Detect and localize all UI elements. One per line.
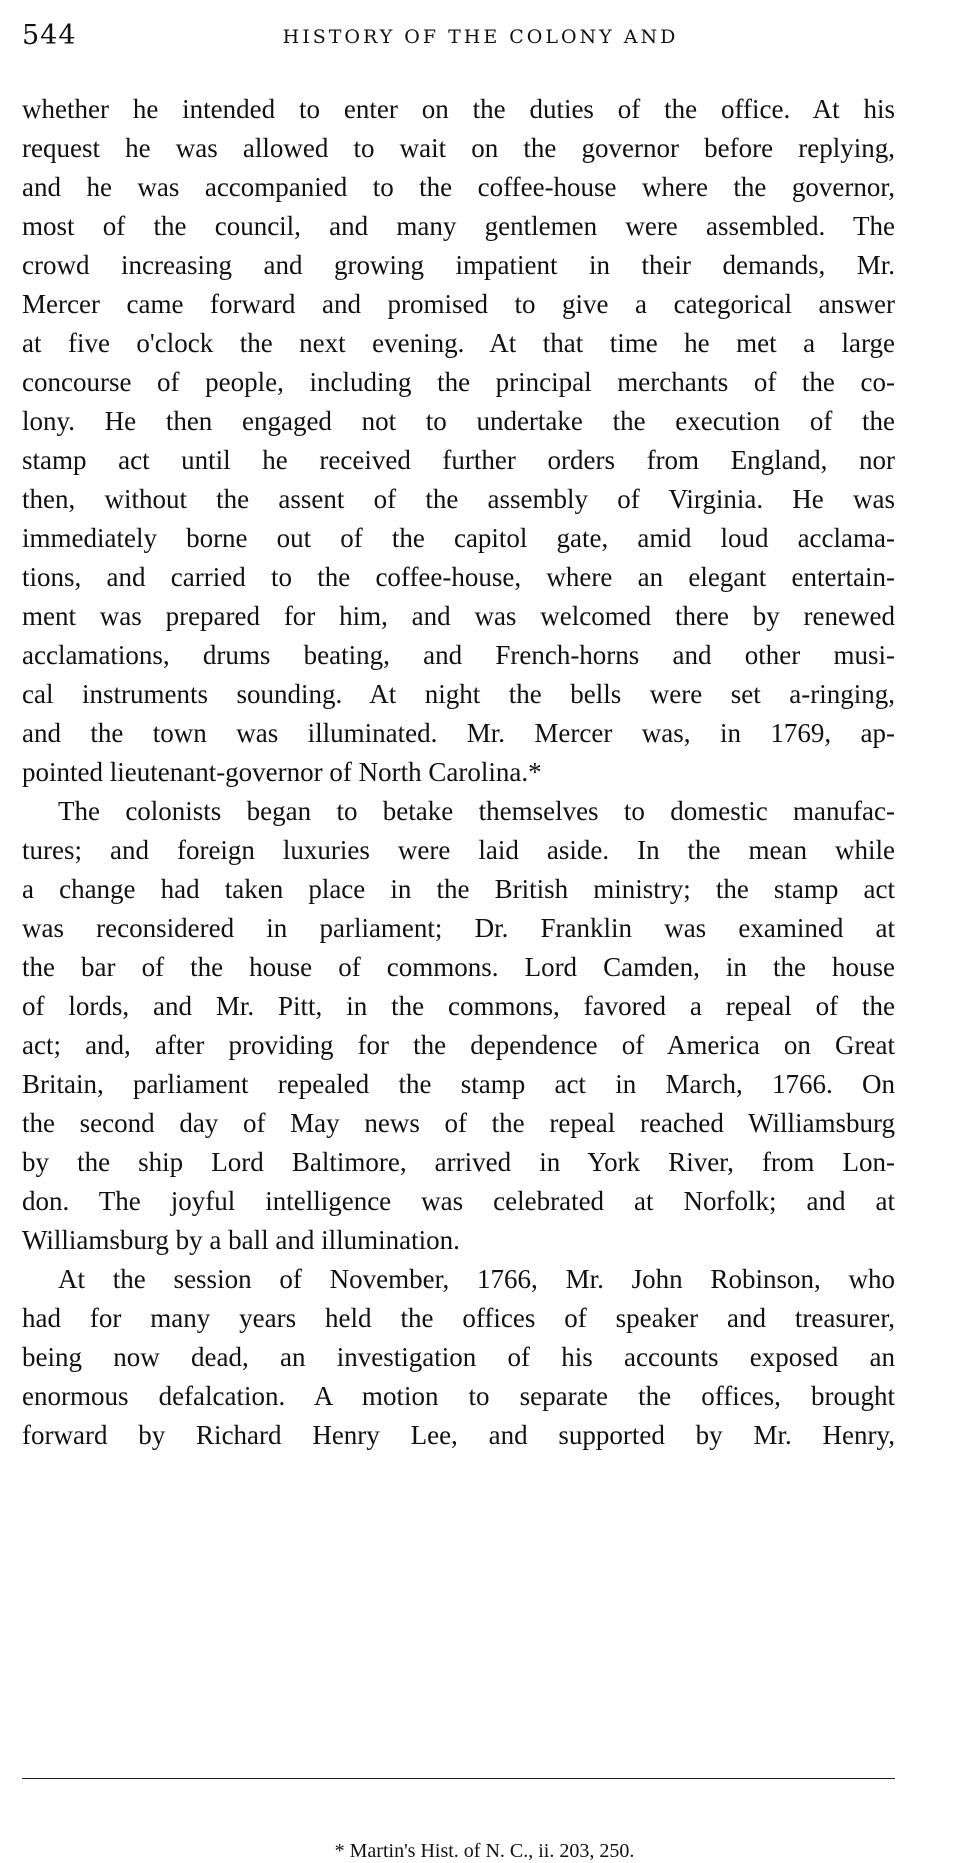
text-line: ment was prepared for him, and was welcomed there by renewed [22, 601, 895, 631]
text-line: was reconsidered in parliament; Dr. Franklin was examined at [22, 913, 895, 943]
text-line: then, without the assent of the assembly of Virginia. He was [22, 484, 895, 514]
text-line: pointed lieutenant-governor of North Carolina.* [22, 757, 542, 787]
text-line: cal instruments sounding. At night the bells were set a-ringing, [22, 679, 895, 709]
running-head: HISTORY OF THE COLONY AND [282, 26, 679, 48]
paragraph-1 [22, 90, 895, 792]
text-line: the bar of the house of commons. Lord Camden, in the house [22, 952, 895, 982]
text-line: had for many years held the offices of speaker and treasurer, [22, 1303, 895, 1333]
text-line: The colonists began to betake themselves to domestic manufac- [58, 796, 895, 826]
text-line: whether he intended to enter on the duties of the office. At his [22, 94, 895, 124]
page-header [22, 20, 939, 60]
text-line: At the session of November, 1766, Mr. John Robinson, who [58, 1264, 895, 1294]
text-line: acclamations, drums beating, and French-horns and other musi- [22, 640, 895, 670]
text-line: act; and, after providing for the dependence of America on Great [22, 1030, 895, 1060]
text-line: stamp act until he received further orders from England, nor [22, 445, 895, 475]
text-line: request he was allowed to wait on the governor before replying, [22, 133, 895, 163]
text-line: tures; and foreign luxuries were laid aside. In the mean while [22, 835, 895, 865]
text-line: and he was accompanied to the coffee-house where the governor, [22, 172, 895, 202]
text-line: Williamsburg by a ball and illumination. [22, 1225, 460, 1255]
text-line: Britain, parliament repealed the stamp act in March, 1766. On [22, 1069, 895, 1099]
text-line: tions, and carried to the coffee-house, where an elegant entertain- [22, 562, 895, 592]
text-line: forward by Richard Henry Lee, and supported by Mr. Henry, [22, 1420, 895, 1450]
text-line: being now dead, an investigation of his accounts exposed an [22, 1342, 895, 1372]
page-number: 544 [22, 20, 77, 51]
text-line: the second day of May news of the repeal reached Williamsburg [22, 1108, 895, 1138]
text-line: most of the council, and many gentlemen were assembled. The [22, 211, 895, 241]
text-line: a change had taken place in the British ministry; the stamp act [22, 874, 895, 904]
text-line: concourse of people, including the principal merchants of the co- [22, 367, 895, 397]
text-line: by the ship Lord Baltimore, arrived in York River, from Lon- [22, 1147, 895, 1177]
body-text [22, 90, 895, 1455]
text-line: immediately borne out of the capitol gate, amid loud acclama- [22, 523, 895, 553]
text-line: of lords, and Mr. Pitt, in the commons, favored a repeal of the [22, 991, 895, 1021]
text-line: at five o'clock the next evening. At that time he met a large [22, 328, 895, 358]
text-line: don. The joyful intelligence was celebrated at Norfolk; and at [22, 1186, 895, 1216]
paragraph-2 [22, 792, 895, 1260]
text-line: lony. He then engaged not to undertake the execution of the [22, 406, 895, 436]
text-line: and the town was illuminated. Mr. Mercer was, in 1769, ap- [22, 718, 895, 748]
footnote-rule [22, 1778, 895, 1779]
text-line: enormous defalcation. A motion to separate the offices, brought [22, 1381, 895, 1411]
text-line: crowd increasing and growing impatient in their demands, Mr. [22, 250, 895, 280]
footnote: * Martin's Hist. of N. C., ii. 203, 250. [334, 1840, 635, 1862]
text-line: Mercer came forward and promised to give a categorical answer [22, 289, 895, 319]
paragraph-3 [22, 1260, 895, 1455]
